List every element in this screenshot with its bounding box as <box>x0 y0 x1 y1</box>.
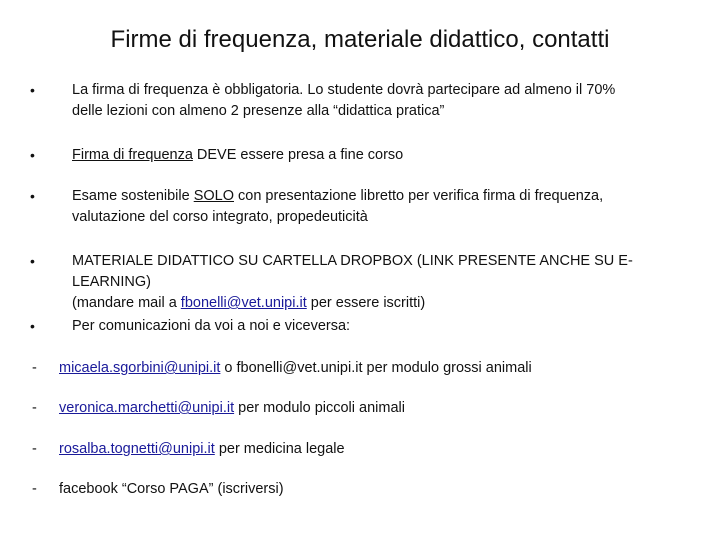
bullet-line: per essere iscritti) <box>306 295 426 311</box>
bullet-line: delle lezioni con almeno 2 presenze alla “didattica pratica” <box>72 103 445 119</box>
contact-text <box>59 479 699 500</box>
dash-mark: - <box>32 360 37 376</box>
dash-mark: - <box>32 441 37 457</box>
underlined-text: Firma di frequenza <box>72 147 193 163</box>
bullet-line: (mandare mail a <box>72 295 181 311</box>
underlined-text: SOLO <box>193 188 234 204</box>
contact-text <box>59 398 699 419</box>
contact-desc: per medicina legale <box>214 441 345 457</box>
contact-desc: per modulo piccoli animali <box>234 400 405 416</box>
bullet-mark: • <box>30 147 35 163</box>
email-link-fbonelli[interactable]: fbonelli@vet.unipi.it <box>180 295 307 311</box>
dash-mark: - <box>32 400 37 416</box>
email-link-sgorbini[interactable]: micaela.sgorbini@unipi.it <box>59 360 221 376</box>
bullet-mark: • <box>30 82 35 98</box>
contact-desc: o fbonelli@vet.unipi.it per modulo grossi animali <box>220 360 532 376</box>
bullet-line: La firma di frequenza è obbligatoria. Lo studente dovrà partecipare ad almeno il 70% <box>72 82 616 98</box>
contact-desc: facebook “Corso PAGA” (iscriversi) <box>59 481 284 497</box>
bullet-text <box>72 186 702 228</box>
bullet-line: con presentazione libretto per verifica firma di frequenza, <box>234 188 604 204</box>
bullet-line: MATERIALE DIDATTICO SU CARTELLA DROPBOX (LINK PRESENTE ANCHE SU E-LEARNING) <box>72 253 633 290</box>
bullet-text <box>72 145 702 166</box>
bullet-text <box>72 80 702 122</box>
contact-text <box>59 358 699 379</box>
bullet-mark: • <box>30 188 35 204</box>
bullet-line: DEVE essere presa a fine corso <box>192 147 404 163</box>
bullet-line: Esame sostenibile <box>72 188 194 204</box>
email-link-tognetti[interactable]: rosalba.tognetti@unipi.it <box>59 441 215 457</box>
dash-mark: - <box>32 481 37 497</box>
bullet-mark: • <box>30 318 35 334</box>
bullet-text <box>72 251 702 314</box>
bullet-line: valutazione del corso integrato, propedeuticità <box>72 209 368 225</box>
slide-title: Firme di frequenza, materiale didattico, contatti <box>110 26 610 53</box>
contact-text <box>59 439 699 460</box>
bullet-line: Per comunicazioni da voi a noi e viceversa: <box>72 318 351 334</box>
bullet-mark: • <box>30 253 35 269</box>
bullet-text <box>72 316 702 337</box>
email-link-marchetti[interactable]: veronica.marchetti@unipi.it <box>59 400 235 416</box>
